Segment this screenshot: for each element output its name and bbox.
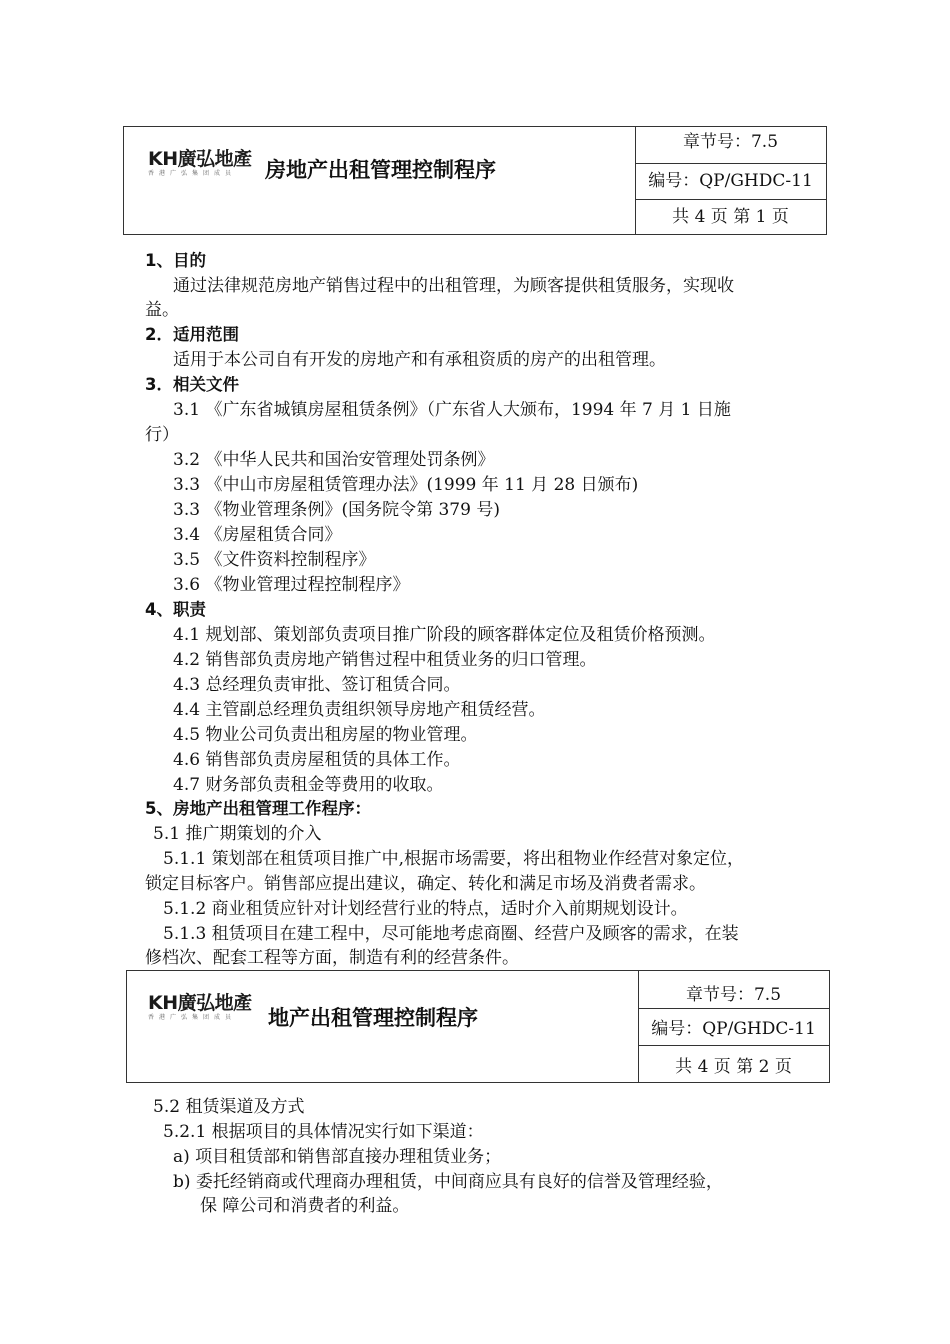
paragraph-line: 适用于本公司自有开发的房地产和有承租资质的房产的出租管理。 (173, 350, 666, 370)
paragraph-line: 行） (145, 425, 179, 445)
responsibility-item: 4.4 主管副总经理负责组织领导房地产租赁经营。 (173, 700, 546, 720)
responsibility-item: 4.5 物业公司负责出租房屋的物业管理。 (173, 725, 478, 745)
section-4-heading: 4、职责 (145, 600, 206, 619)
header-info-cells (638, 971, 829, 1082)
section-3-heading: 3．相关文件 (145, 375, 239, 394)
paragraph-line: 5.1.2 商业租赁应针对计划经营行业的特点，适时介入前期规划设计。 (163, 899, 688, 919)
logo-subtext: 香港广弘集团成员 (148, 170, 237, 177)
paragraph-line: 通过法律规范房地产销售过程中的出租管理，为顾客提供租赁服务，实现收 (173, 276, 734, 296)
responsibility-item: 4.1 规划部、策划部负责项目推广阶段的顾客群体定位及租赁价格预测。 (173, 625, 716, 645)
responsibility-item: 4.3 总经理负责审批、签订租赁合同。 (173, 675, 461, 695)
page-count: 共 4 页 第 2 页 (638, 1045, 829, 1083)
page-header-2 (126, 970, 830, 1083)
reference-item: 3.4 《房屋租赁合同》 (173, 525, 342, 545)
document-title: 房地产出租管理控制程序 (265, 158, 496, 182)
section-1-heading: 1、目的 (145, 251, 206, 270)
reference-item: 3.5 《文件资料控制程序》 (173, 550, 376, 570)
list-item: a) 项目租赁部和销售部直接办理租赁业务； (173, 1147, 502, 1167)
section-2-heading: 2．适用范围 (145, 325, 239, 344)
paragraph-line: 保 障公司和消费者的利益。 (200, 1196, 410, 1216)
document-code: 编号：QP/GHDC-11 (638, 1008, 829, 1045)
page-header-1 (123, 126, 827, 235)
subsection-heading: 5.1 推广期策划的介入 (153, 824, 322, 844)
reference-item: 3.1 《广东省城镇房屋租赁条例》（广东省人大颁布，1994 年 7 月 1 日施 (173, 400, 731, 420)
logo-text: KH廣弘地產 (148, 148, 252, 170)
logo-subtext: 香港广弘集团成员 (148, 1014, 237, 1021)
document-title: 地产出租管理控制程序 (268, 1006, 478, 1030)
reference-item: 3.6 《物业管理过程控制程序》 (173, 575, 410, 595)
section-5-heading: 5、房地产出租管理工作程序： (145, 799, 371, 818)
section-number: 章节号：7.5 (682, 132, 779, 152)
responsibility-item: 4.2 销售部负责房地产销售过程中租赁业务的归口管理。 (173, 650, 597, 670)
reference-item: 3.2 《中华人民共和国治安管理处罚条例》 (173, 450, 495, 470)
logo-text: KH廣弘地產 (148, 992, 252, 1014)
paragraph-line: 益。 (145, 300, 179, 320)
paragraph-line: 修档次、配套工程等方面，制造有利的经营条件。 (145, 948, 519, 968)
header-title-cell (127, 971, 639, 1082)
paragraph-line: 5.1.1 策划部在租赁项目推广中,根据市场需要，将出租物业作经营对象定位， (163, 849, 745, 869)
paragraph-line: 锁定目标客户。销售部应提出建议，确定、转化和满足市场及消费者需求。 (145, 874, 706, 894)
list-item: b) 委托经销商或代理商办理租赁，中间商应具有良好的信誉及管理经验， (173, 1172, 723, 1192)
responsibility-item: 4.7 财务部负责租金等费用的收取。 (173, 775, 444, 795)
subsection-heading: 5.2 租赁渠道及方式 (153, 1097, 305, 1117)
paragraph-line: 5.1.3 租赁项目在建工程中，尽可能地考虑商圈、经营户及顾客的需求，在装 (163, 924, 739, 944)
section-number: 章节号：7.5 (685, 985, 782, 1005)
document-code: 编号：QP/GHDC-11 (635, 163, 826, 199)
paragraph-line: 5.2.1 根据项目的具体情况实行如下渠道： (163, 1122, 484, 1142)
reference-item: 3.3 《物业管理条例》(国务院令第 379 号) (173, 500, 500, 520)
reference-item: 3.3 《中山市房屋租赁管理办法》(1999 年 11 月 28 日颁布) (173, 475, 639, 495)
page-count: 共 4 页 第 1 页 (635, 199, 826, 235)
header-info-cells (635, 127, 826, 234)
header-title-cell (124, 127, 636, 234)
responsibility-item: 4.6 销售部负责房屋租赁的具体工作。 (173, 750, 461, 770)
